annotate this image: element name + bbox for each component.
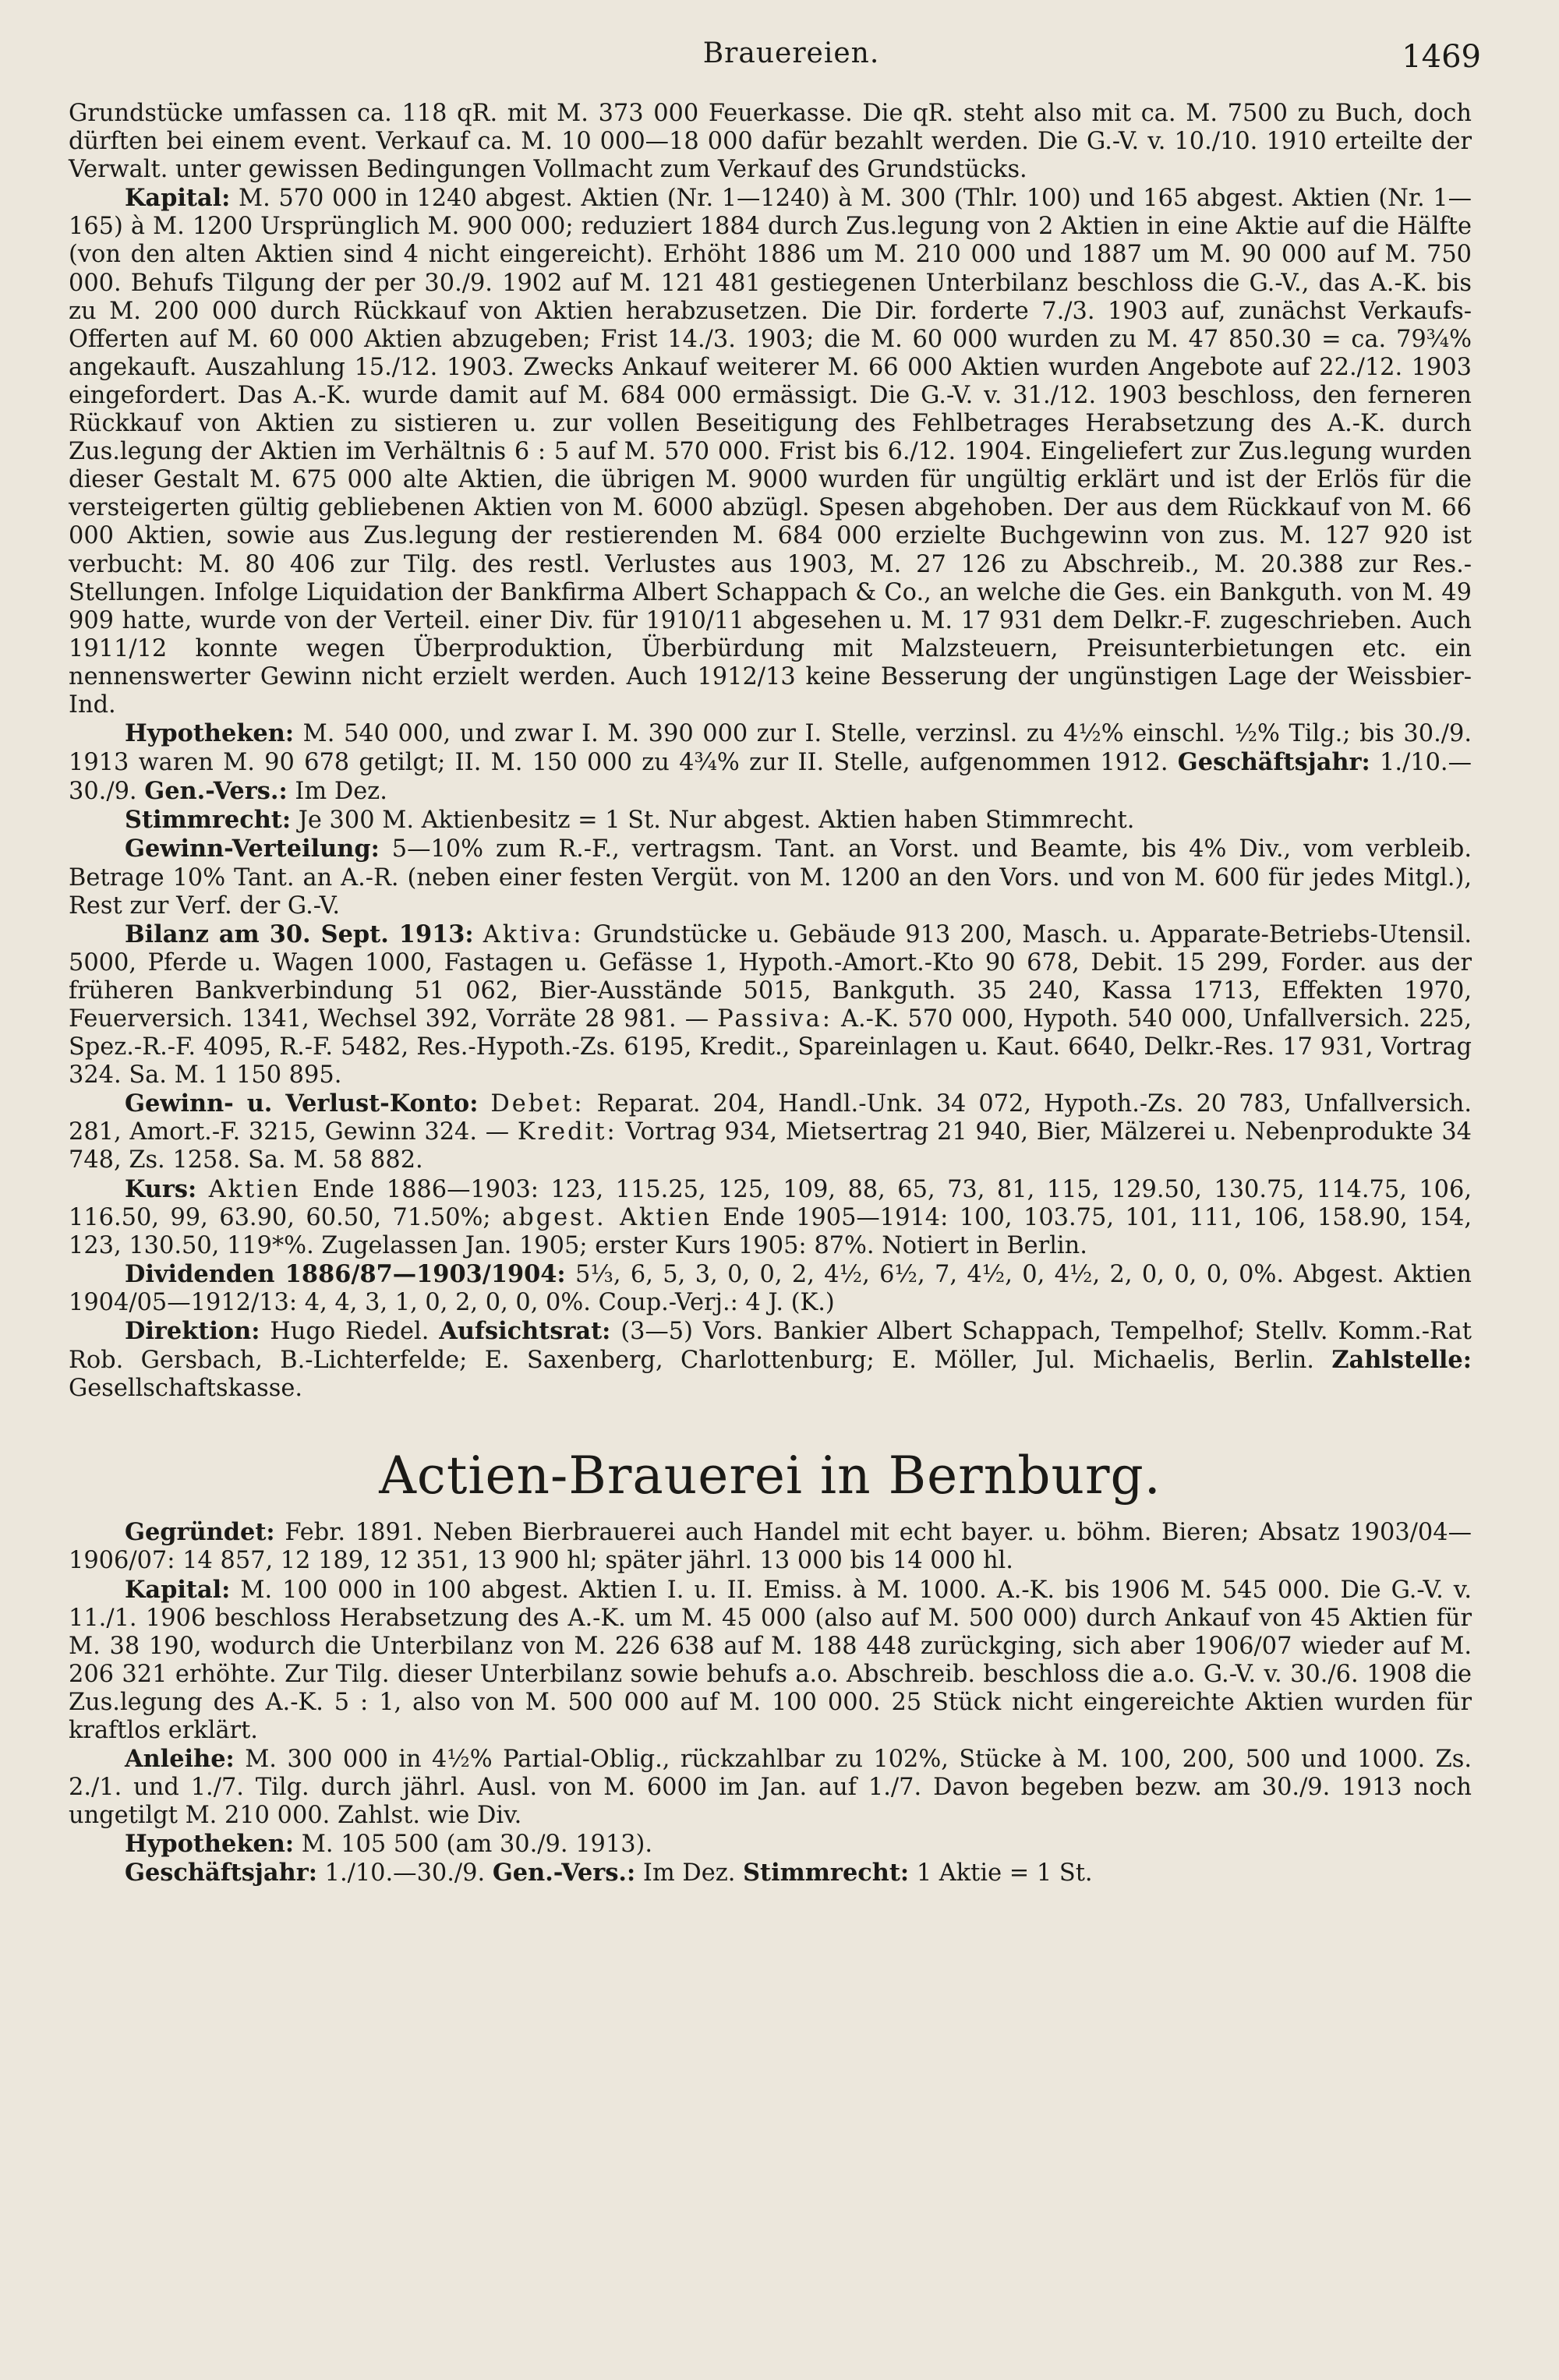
label-kredit: Kredit: — [517, 1118, 617, 1146]
paragraph-kapital-bernburg: Kapital: M. 100 000 in 100 abgest. Aktien I. u. II. Emiss. à M. 1000. A.-K. bis 1906 M. 545 000. Die G.-V. v. 11./1. 1906 beschloss Herabsetzung des A.-K. um M. 45 000 (also auf M. 500 000) durch Ankauf von 45 Aktien für M. 38 190, wodurch die Unterbilanz von M. 226 638 auf M. 188 448 zurückging, sich aber 1906/07 wieder auf M. 206 321 erhöhte. Zur Tilg. dieser Unterbilanz sowie behufs a.o. Abschreib. beschloss die a.o. G.-V. v. 30./6. 1908 die Zus.legung des A.-K. 5 : 1, also von M. 500 000 auf M. 100 000. 25 Stück nicht eingereichte Aktien wurden für kraftlos erklärt. — [69, 1575, 1472, 1744]
page-number: 1469 — [1402, 39, 1481, 75]
paragraph-dividenden: Dividenden 1886/87—1903/1904: 5⅓, 6, 5, 3, 0, 0, 2, 4½, 6½, 7, 4½, 0, 4½, 2, 0, 0, 0, 0%. Abgest. Aktien 1904/05—1912/13: 4, 4, 3, 1, 0, 2, 0, 0, 0%. Coup.-Verj.: 4 J. (K.) — [69, 1259, 1472, 1316]
paragraph-gewinn-verlust: Gewinn- u. Verlust-Konto: Debet: Reparat. 204, Handl.-Unk. 34 072, Hypoth.-Zs. 20 783, Unfallversich. 281, Amort.-F. 3215, Gewinn 324. — Kredit: Vortrag 934, Mietsertrag 21 940, Bier, Mälzerei u. Nebenprodukte 34 748, Zs. 1258. Sa. M. 58 882. — [69, 1089, 1472, 1174]
label-genvers-bernburg: Gen.-Vers.: — [492, 1859, 636, 1887]
label-passiva: Passiva: — [717, 1005, 833, 1033]
paragraph-kurs: Kurs: Aktien Ende 1886—1903: 123, 115.25, 125, 109, 88, 65, 73, 81, 115, 129.50, 130.75, 114.75, 106, 116.50, 99, 63.90, 60.50, 71.50%; abgest. Aktien Ende 1905—1914: 100, 103.75, 101, 111, 106, 158.90, 154, 123, 130.50, 119*%. Zugelassen Jan. 1905; erster Kurs 1905: 87%. Notiert in Berlin. — [69, 1174, 1472, 1259]
label-gewinn-verlust: Gewinn- u. Verlust-Konto: — [125, 1089, 479, 1118]
label-aufsichtsrat: Aufsichtsrat: — [439, 1317, 611, 1346]
company-heading: Actien-Brauerei in Bernburg. — [379, 1446, 1161, 1506]
label-kapital-bernburg: Kapital: — [125, 1575, 231, 1604]
label-kapital: Kapital: — [125, 184, 231, 213]
paragraph-stimmrecht: Stimmrecht: Je 300 M. Aktienbesitz = 1 St. Nur abgest. Aktien haben Stimmrecht. — [125, 806, 1135, 835]
label-hypotheken-bernburg: Hypotheken: — [125, 1830, 295, 1859]
label-gegruendet: Gegründet: — [125, 1518, 275, 1547]
section-previous-company — [69, 100, 1472, 1403]
page-body — [69, 100, 1472, 1888]
label-gewinn-verteilung: Gewinn-Verteilung: — [125, 835, 380, 863]
label-stimmrecht: Stimmrecht: — [125, 806, 292, 835]
paragraph-gewinn-verteilung: Gewinn-Verteilung: 5—10% zum R.-F., vertragsm. Tant. an Vorst. und Beamte, bis 4% Div., vom verbleib. Betrage 10% Tant. an A.-R. (neben einer festen Vergüt. von M. 1200 an den Vors. und von M. 600 für jedes Mitgl.), Rest zur Verf. der G.-V. — [69, 835, 1472, 920]
label-anleihe: Anleihe: — [125, 1745, 235, 1774]
label-kurs-abgest: abgest. Aktien — [502, 1203, 712, 1231]
page-header — [70, 37, 1512, 92]
label-kurs: Kurs: — [125, 1174, 197, 1203]
label-geschaeftsjahr: Geschäftsjahr: — [1177, 748, 1370, 777]
paragraph-kapital: Kapital: M. 570 000 in 1240 abgest. Aktien (Nr. 1—1240) à M. 300 (Thlr. 100) und 165 abgest. Aktien (Nr. 1—165) à M. 1200 Ursprünglich M. 900 000; reduziert 1884 durch Zus.legung von 2 Aktien in eine Aktie auf die Hälfte (von den alten Aktien sind 4 nicht eingereicht). Erhöht 1886 um M. 210 000 und 1887 um M. 90 000 auf M. 750 000. Behufs Tilgung der per 30./9. 1902 auf M. 121 481 gestiegenen Unterbilanz beschloss die G.-V., das A.-K. bis zu M. 200 000 durch Rückkauf von Aktien herabzusetzen. Die Dir. forderte 7./3. 1903 auf, zunächst Verkaufs-Offerten auf M. 60 000 Aktien abzugeben; Frist 14./3. 1903; die M. 60 000 wurden zu M. 47 850.30 = ca. 79¾% angekauft. Auszahlung 15./12. 1903. Zwecks Ankauf weiterer M. 66 000 Aktien wurden Angebote auf 22./12. 1903 eingefordert. Das A.-K. wurde damit auf M. 684 000 ermässigt. Die G.-V. v. 31./12. 1903 beschloss, den ferneren Rückkauf von Aktien zu sistieren u. zur vollen Beseitigung des Fehlbetrages Herabsetzung des A.-K. durch Zus.legung der Aktien im Verhältnis 6 : 5 auf M. 570 000. Frist bis 6./12. 1904. Eingeliefert zur Zus.legung wurden dieser Gestalt M. 675 000 alte Aktien, die übrigen M. 9000 wurden für ungültig erklärt und ist der Erlös für die versteigerten gültig gebliebenen Aktien von M. 6000 abzügl. Spesen abgehoben. Der aus dem Rückkauf von M. 66 000 Aktien, sowie aus Zus.legung der restierenden M. 684 000 erzielte Buchgewinn von zus. M. 127 920 ist verbucht: M. 80 406 zur Tilg. des restl. Verlustes aus 1903, M. 27 126 zu Abschreib., M. 20.388 zur Res.-Stellungen. Infolge Liquidation der Bankfirma Albert Schappach & Co., an welche die Ges. ein Bankguth. von M. 49 909 hatte, wurde von der Verteil. einer Div. für 1910/11 abgesehen u. M. 17 931 dem Delkr.-F. zugeschrieben. Auch 1911/12 konnte wegen Überproduktion, Überbürdung mit Malzsteuern, Preisunterbietungen etc. ein nennenswerter Gewinn nicht erzielt werden. Auch 1912/13 keine Besserung der ungünstigen Lage der Weissbier-Ind. — [69, 184, 1472, 719]
label-aktiva: Aktiva: — [483, 920, 584, 948]
label-debet: Debet: — [490, 1090, 585, 1118]
label-stimmrecht-bernburg: Stimmrecht: — [743, 1859, 910, 1887]
paragraph-anleihe: Anleihe: M. 300 000 in 4½% Partial-Oblig., rückzahlbar zu 102%, Stücke à M. 100, 200, 500 und 1000. Zs. 2./1. und 1./7. Tilg. durch jährl. Ausl. von M. 6000 im Jan. auf 1./7. Davon begeben bezw. am 30./9. 1913 noch ungetilgt M. 210 000. Zahlst. wie Div. — [69, 1745, 1472, 1830]
paragraph-hypotheken: Hypotheken: M. 540 000, und zwar I. M. 390 000 zur I. Stelle, verzinsl. zu 4½% einschl. ½% Tilg.; bis 30./9. 1913 waren M. 90 678 getilgt; II. M. 150 000 zu 4¾% zur II. Stelle, aufgenommen 1912. Geschäftsjahr: 1./10.—30./9. Gen.-Vers.: Im Dez. — [69, 719, 1472, 806]
label-hypotheken: Hypotheken: — [125, 719, 295, 748]
label-direktion: Direktion: — [125, 1317, 260, 1346]
label-dividenden: Dividenden 1886/87—1903/1904: — [125, 1259, 566, 1288]
label-bilanz: Bilanz am 30. Sept. 1913: — [125, 920, 474, 948]
label-zahlstelle: Zahlstelle: — [1331, 1346, 1472, 1375]
paragraph-direktion: Direktion: Hugo Riedel. Aufsichtsrat: (3—5) Vors. Bankier Albert Schappach, Tempelhof; Stellv. Komm.-Rat Rob. Gersbach, B.-Lichterfelde; E. Saxenberg, Charlottenburg; E. Möller, Jul. Michaelis, Berlin. Zahlstelle: Gesellschaftskasse. — [69, 1317, 1472, 1403]
label-geschaeftsjahr-bernburg: Geschäftsjahr: — [125, 1859, 317, 1887]
paragraph-grundstuecke: Grundstücke umfassen ca. 118 qR. mit M. 373 000 Feuerkasse. Die qR. steht also mit ca. M. 7500 zu Buch, doch dürften bei einem event. Verkauf ca. M. 10 000—18 000 dafür bezahlt werden. Die G.-V. v. 10./10. 1910 erteilte der Verwalt. unter gewissen Bedingungen Vollmacht zum Verkauf des Grundstücks. — [69, 100, 1472, 184]
paragraph-gegruendet: Gegründet: Febr. 1891. Neben Bierbrauerei auch Handel mit echt bayer. u. böhm. Bieren; Absatz 1903/04—1906/07: 14 857, 12 189, 12 351, 13 900 hl; später jährl. 13 000 bis 14 000 hl. — [69, 1518, 1472, 1575]
section-actien-brauerei-bernburg — [69, 1518, 1472, 1887]
paragraph-geschaeftsjahr-bernburg: Geschäftsjahr: 1./10.—30./9. Gen.-Vers.: Im Dez. Stimmrecht: 1 Aktie = 1 St. — [125, 1859, 1093, 1887]
paragraph-bilanz: Bilanz am 30. Sept. 1913: Aktiva: Grundstücke u. Gebäude 913 200, Masch. u. Apparate-Betriebs-Utensil. 5000, Pferde u. Wagen 1000, Fastagen u. Gefässe 1, Hypoth.-Amort.-Kto 90 678, Debit. 15 299, Forder. aus der früheren Bankverbindung 51 062, Bier-Ausstände 5015, Bankguth. 35 240, Kassa 1713, Effekten 1970, Feuerversich. 1341, Wechsel 392, Vorräte 28 981. — Passiva: A.-K. 570 000, Hypoth. 540 000, Unfallversich. 225, Spez.-R.-F. 4095, R.-F. 5482, Res.-Hypoth.-Zs. 6195, Kredit., Spareinlagen u. Kaut. 6640, Delkr.-Res. 17 931, Vortrag 324. Sa. M. 1 150 895. — [69, 920, 1472, 1089]
paragraph-hypotheken-bernburg: Hypotheken: M. 105 500 (am 30./9. 1913). — [125, 1830, 653, 1859]
label-kurs-aktien: Aktien — [208, 1175, 301, 1203]
running-title: Brauereien. — [702, 37, 880, 69]
label-genvers: Gen.-Vers.: — [144, 777, 288, 806]
